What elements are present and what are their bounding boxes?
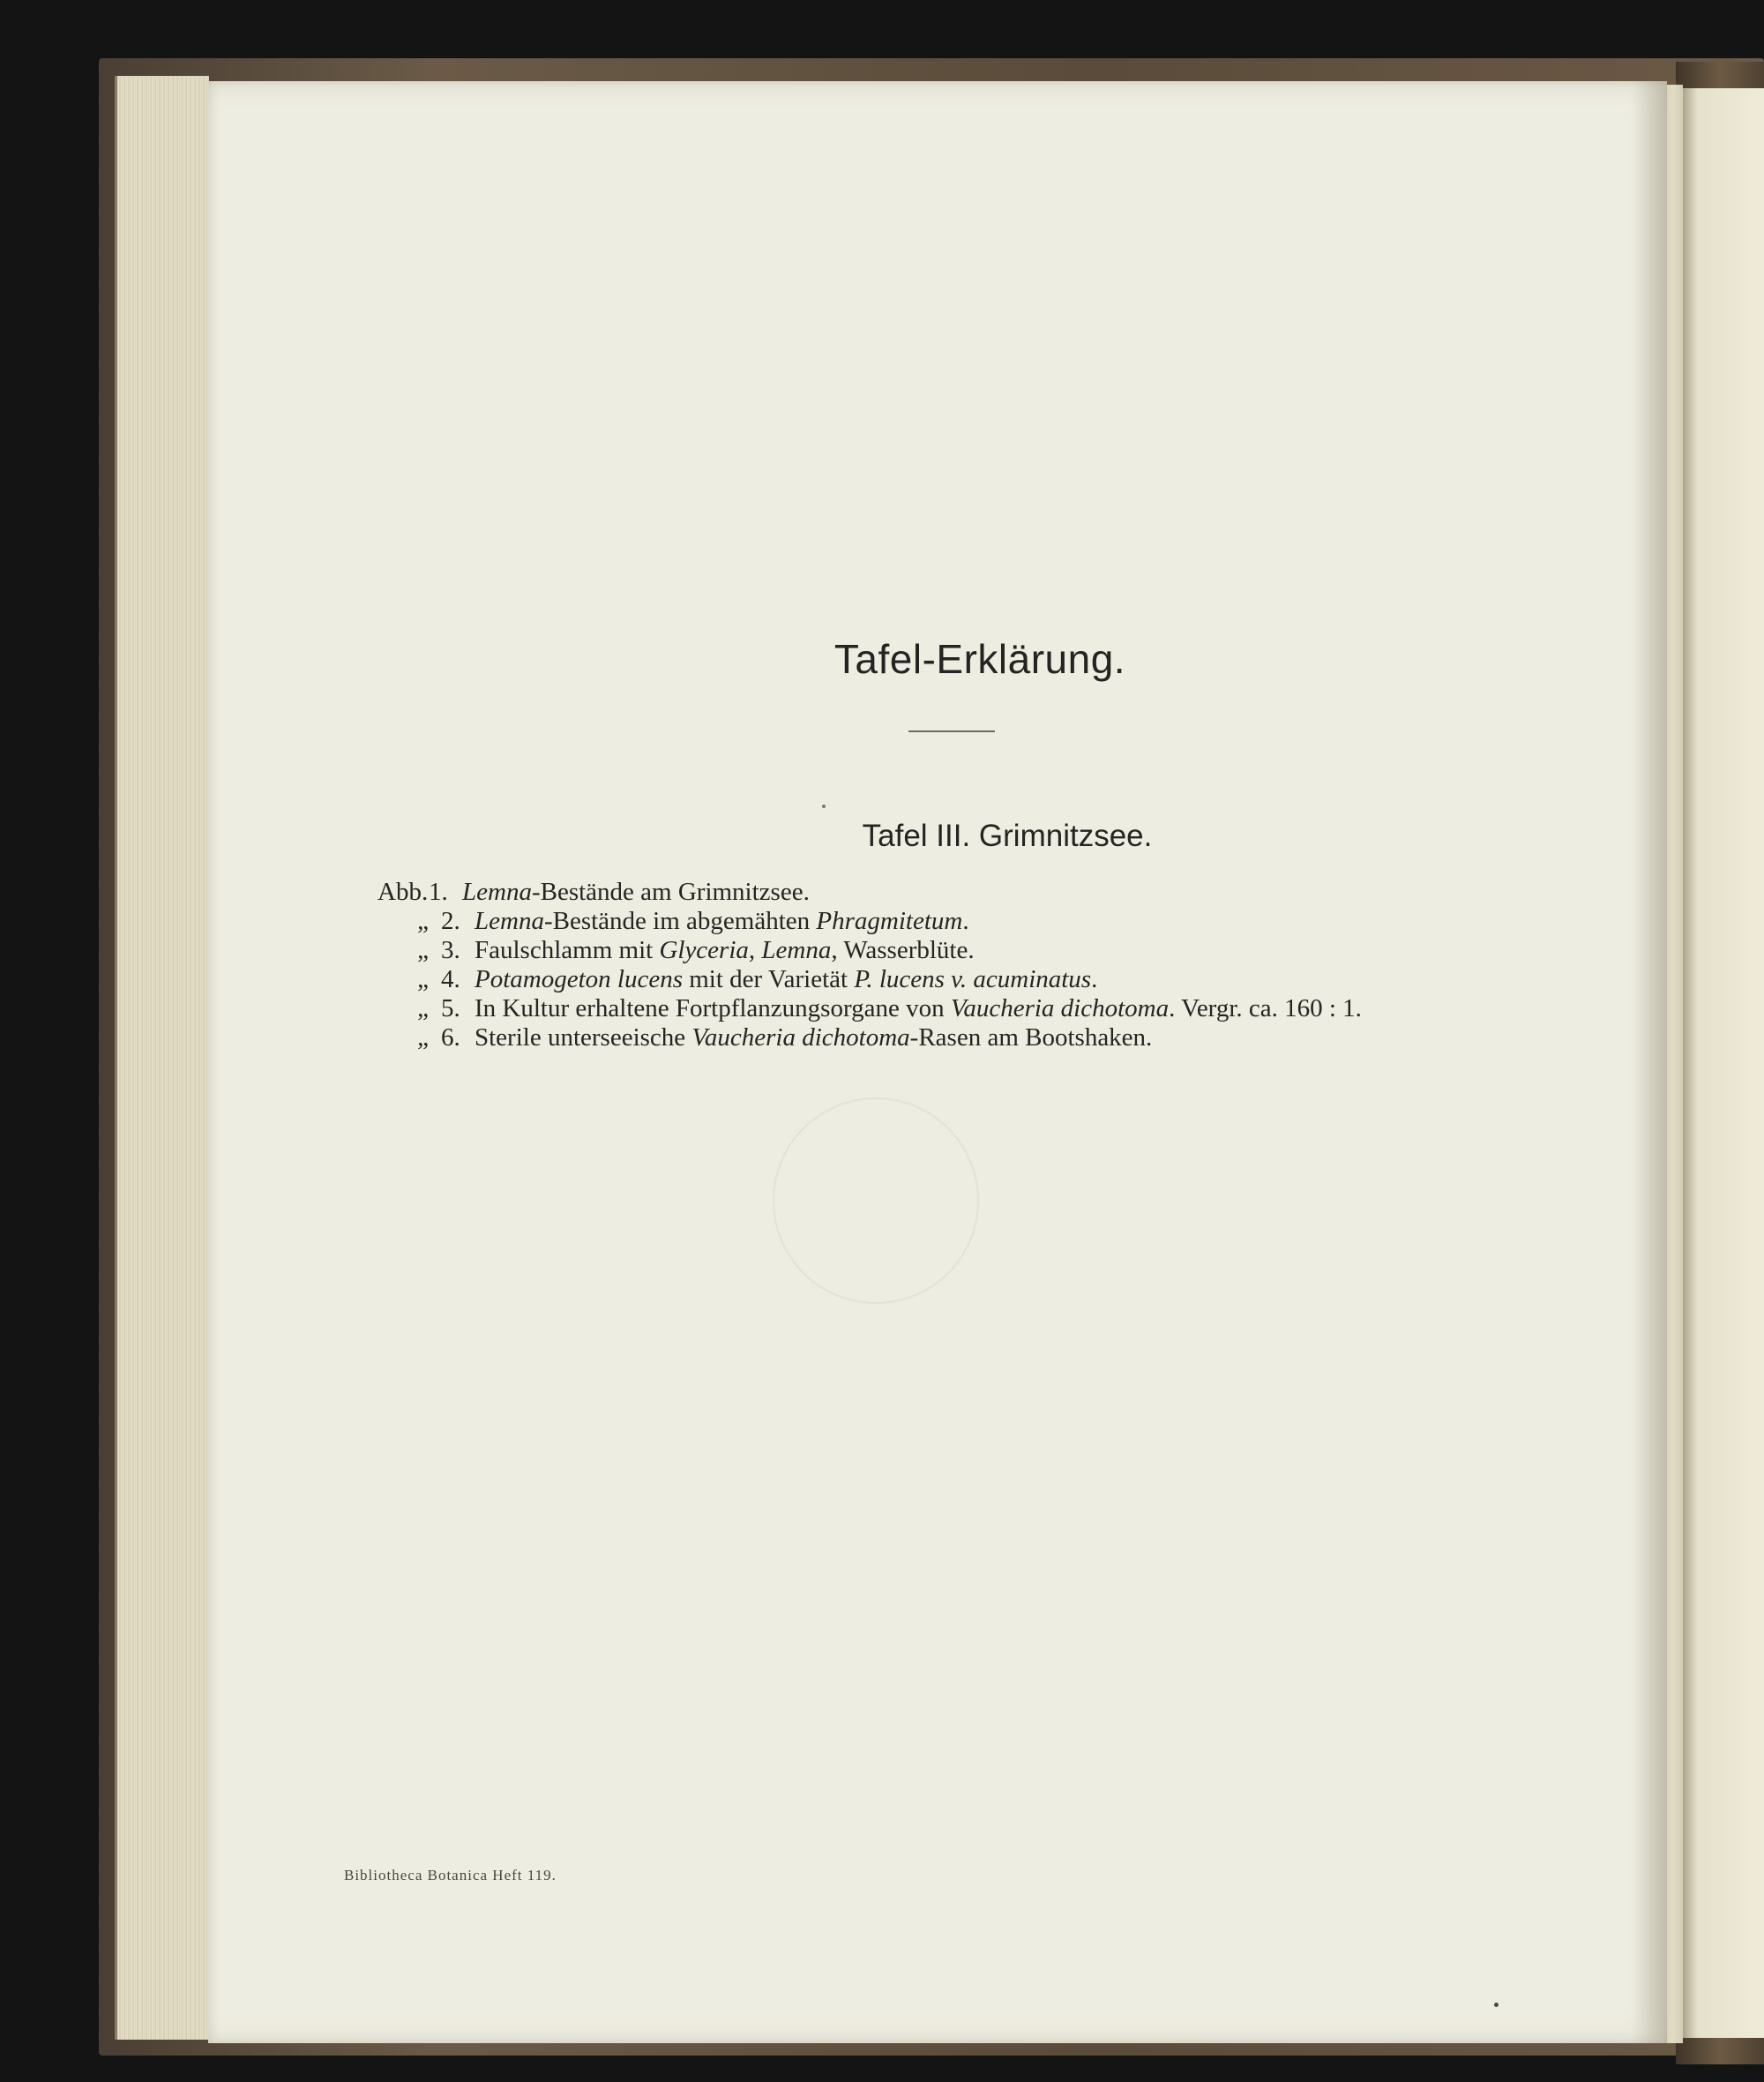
entry-number: 6. xyxy=(441,1023,460,1052)
entry-italic: Lemna xyxy=(462,878,532,906)
entry-rest-2: . xyxy=(1091,965,1098,993)
figure-entry-5 xyxy=(377,994,1612,1023)
entry-lead: Sterile unterseeische xyxy=(475,1023,692,1052)
entry-italic: Glyceria xyxy=(659,936,749,964)
entry-rest: , xyxy=(748,936,762,964)
entry-rest: . Vergr. ca. 160 : 1. xyxy=(1169,994,1362,1022)
entry-rest: mit der Varietät xyxy=(682,965,855,993)
entry-lead: Faulschlamm mit xyxy=(475,936,660,964)
entry-italic-2: Phragmitetum xyxy=(816,907,963,935)
figure-list xyxy=(377,878,1612,1052)
entry-number: 2. xyxy=(441,907,460,935)
entry-italic-2: Lemna xyxy=(761,936,832,964)
figure-entry-4 xyxy=(377,965,1612,994)
title-rule xyxy=(908,730,995,732)
entry-prefix: „ xyxy=(417,965,429,993)
entry-number: 3. xyxy=(441,936,460,964)
entry-prefix: Abb. xyxy=(377,878,429,906)
next-page-edge xyxy=(1681,88,1764,2038)
entry-number: 1. xyxy=(429,878,448,906)
entry-prefix: „ xyxy=(417,1023,429,1052)
page-title: Tafel-Erklärung. xyxy=(833,636,1126,682)
figure-entry-1 xyxy=(377,878,1612,907)
entry-rest-2: . xyxy=(962,907,969,935)
plate-heading: Tafel III. Grimnitzsee. xyxy=(862,819,1153,853)
figure-entry-3 xyxy=(377,936,1612,965)
entry-italic: Vaucheria dichotoma xyxy=(691,1023,910,1052)
entry-italic-2: P. lucens v. acuminatus xyxy=(854,965,1092,993)
entry-italic: Potamogeton lucens xyxy=(475,965,683,993)
entry-text xyxy=(471,965,1097,994)
entry-prefix: „ xyxy=(417,907,429,935)
entry-lead: In Kultur erhaltene Fortpflanzungsorgane von xyxy=(475,994,951,1022)
figure-entry-2 xyxy=(377,907,1612,936)
entry-text xyxy=(471,1023,1152,1052)
page-footer: Bibliotheca Botanica Heft 119. xyxy=(344,1867,557,1884)
entry-text xyxy=(459,878,810,907)
entry-rest: -Bestände im abgemähten xyxy=(543,907,817,935)
entry-italic: Vaucheria dichotoma xyxy=(950,994,1170,1022)
entry-italic: Lemna xyxy=(475,907,544,935)
figure-entry-6 xyxy=(377,1023,1612,1052)
entry-prefix: „ xyxy=(417,936,429,964)
entry-rest: -Rasen am Bootshaken. xyxy=(909,1023,1153,1052)
entry-number: 4. xyxy=(441,965,460,993)
page-edges xyxy=(115,76,209,2040)
book-page xyxy=(208,81,1667,2043)
entry-text xyxy=(471,994,1362,1023)
entry-text xyxy=(471,907,969,936)
ink-speck xyxy=(1494,2003,1499,2007)
ink-speck xyxy=(822,805,826,808)
faint-stamp-mark xyxy=(773,1097,979,1304)
entry-prefix: „ xyxy=(417,994,429,1022)
entry-text xyxy=(471,936,975,965)
page-gutter-shadow xyxy=(1632,81,1667,2043)
entry-rest: -Bestände am Grimnitzsee. xyxy=(531,878,810,906)
entry-rest-2: , Wasserblüte. xyxy=(831,936,975,964)
entry-number: 5. xyxy=(441,994,460,1022)
